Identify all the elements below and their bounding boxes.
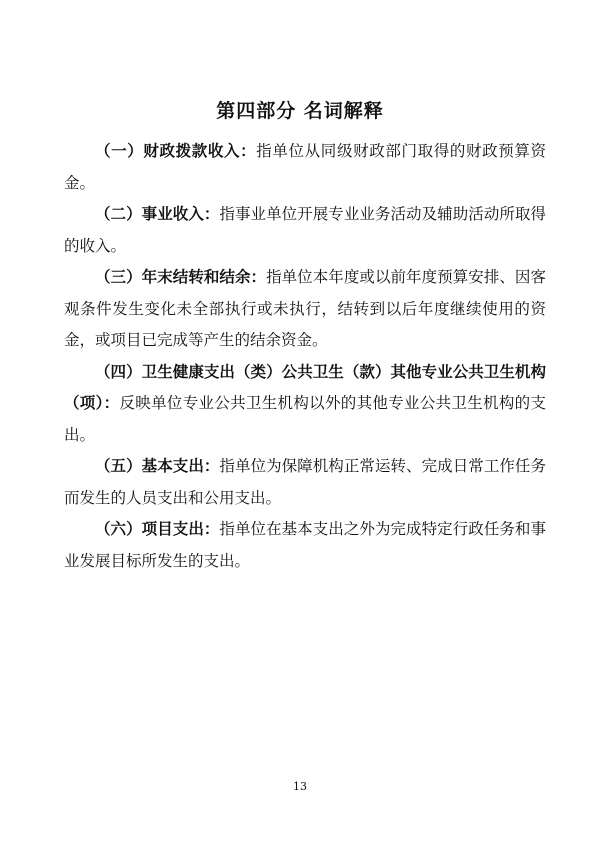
entry-definition: 指单位为保障机构正常运转、完成日常工作任务而发生的人员支出和公用支出。: [64, 457, 546, 507]
glossary-entry-3: [64, 262, 546, 357]
glossary-entry-5: [64, 451, 546, 514]
entry-definition: 反映单位专业公共卫生机构以外的其他专业公共卫生机构的支出。: [64, 394, 546, 444]
entry-definition: 指单位从同级财政部门取得的财政预算资金。: [64, 142, 546, 192]
entry-term: （一）财政拨款收入：: [95, 142, 257, 160]
glossary-list: [64, 136, 546, 577]
entry-term: （六）项目支出：: [95, 520, 220, 538]
glossary-entry-2: [64, 199, 546, 262]
glossary-entry-4: [64, 357, 546, 452]
entry-term: （三）年末结转和结余：: [95, 268, 267, 286]
section-title: 第四部分 名词解释: [216, 100, 384, 122]
entry-term: （二）事业收入：: [95, 205, 220, 223]
entry-definition: 指事业单位开展专业业务活动及辅助活动所取得的收入。: [64, 205, 546, 255]
entry-term: （四）卫生健康支出（类）公共卫生（款）其他专业公共卫生机构（项）：: [64, 362, 546, 412]
entry-term: （五）基本支出：: [95, 457, 220, 475]
glossary-entry-6: [64, 514, 546, 577]
glossary-entry-1: [64, 136, 546, 199]
entry-definition: 指单位在基本支出之外为完成特定行政任务和事业发展目标所发生的支出。: [64, 520, 546, 570]
entry-definition: 指单位本年度或以前年度预算安排、因客观条件发生变化未全部执行或未执行，结转到以后年度继续使用的资金，或项目已完成等产生的结余资金。: [64, 268, 546, 349]
page-number: 13: [293, 780, 307, 793]
